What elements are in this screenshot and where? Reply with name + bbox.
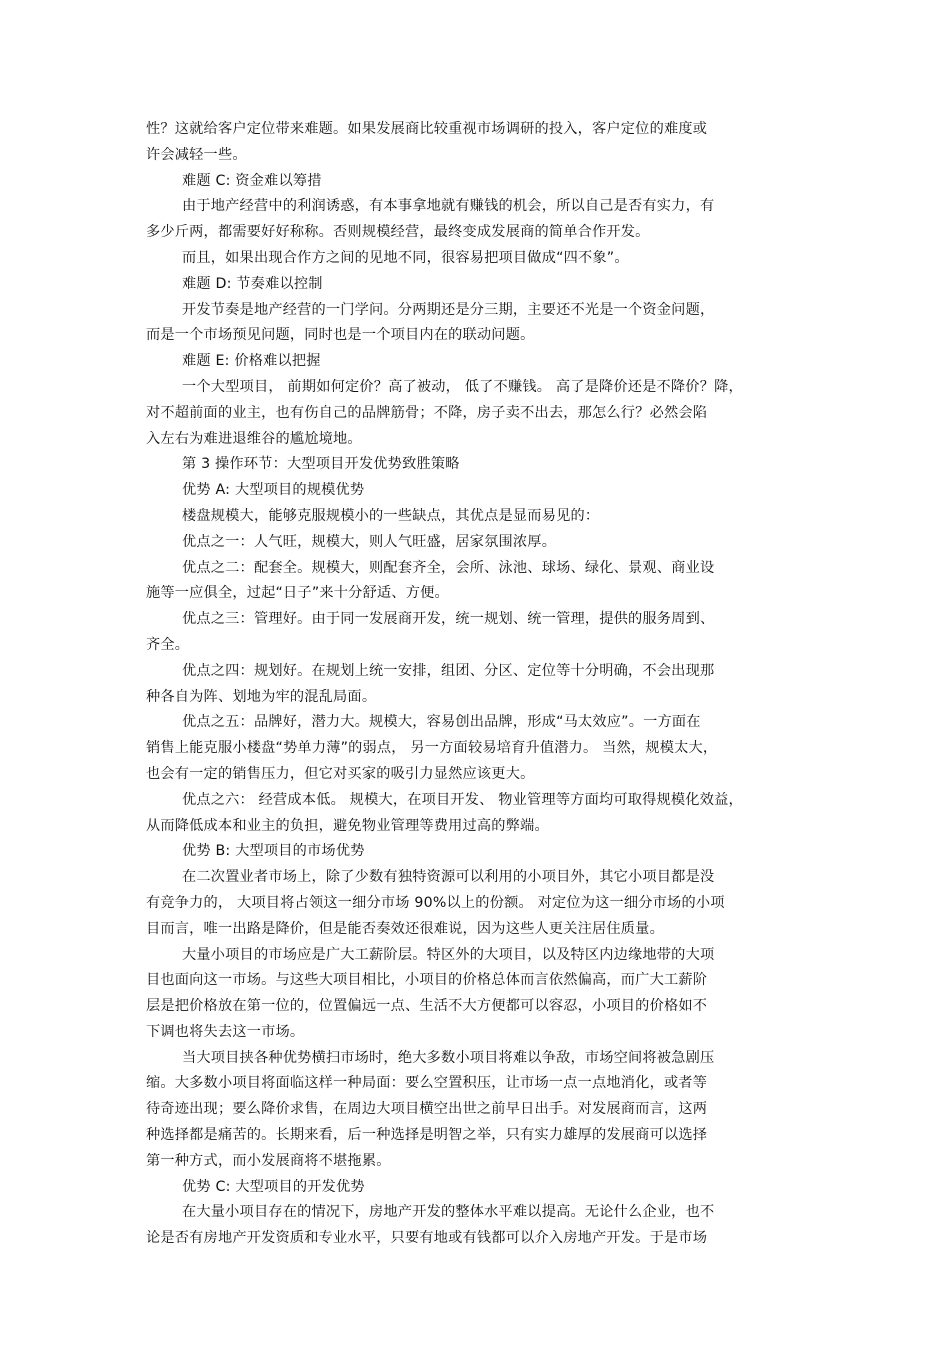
- text-line: 对不超前面的业主，也有伤自己的品牌筋骨；不降，房子卖不出去，那怎么行？必然会陷: [146, 404, 708, 421]
- text-line: 由于地产经营中的利润诱惑，有本事拿地就有赚钱的机会，所以自己是否有实力，有: [182, 198, 715, 215]
- text-line: 齐全。: [146, 636, 190, 653]
- text-line: 目也面向这一市场。与这些大项目相比，小项目的价格总体而言依然偏高，而广大工薪阶: [146, 972, 708, 989]
- text-line: 优势 C: 大型项目的开发优势: [182, 1178, 365, 1195]
- text-line: 入左右为难进退维谷的尴尬境地。: [146, 430, 362, 447]
- document-body: [146, 117, 836, 1252]
- text-line: 层是把价格放在第一位的，位置偏远一点、生活不大方便都可以容忍，小项目的价格如不: [146, 998, 708, 1015]
- text-line: 种各自为阵、划地为牢的混乱局面。: [146, 688, 377, 705]
- text-line: 种选择都是痛苦的。长期来看，后一种选择是明智之举，只有实力雄厚的发展商可以选择: [146, 1127, 708, 1144]
- text-line: 多少斤两，都需要好好称称。否则规模经营，最终变成发展商的简单合作开发。: [146, 224, 650, 241]
- text-line: 优势 B: 大型项目的市场优势: [182, 843, 365, 860]
- text-line: 在二次置业者市场上，除了少数有独特资源可以利用的小项目外，其它小项目都是没: [182, 869, 715, 886]
- text-line: 而是一个市场预见问题，同时也是一个项目内在的联动问题。: [146, 327, 535, 344]
- text-line: 而且，如果出现合作方之间的见地不同，很容易把项目做成“四不象”。: [182, 249, 629, 266]
- text-line: 在大量小项目存在的情况下，房地产开发的整体水平难以提高。无论什么企业，也不: [182, 1204, 715, 1221]
- text-line: 性？这就给客户定位带来难题。如果发展商比较重视市场调研的投入，客户定位的难度或: [146, 121, 708, 137]
- text-line: 优点之四：规划好。在规划上统一安排，组团、分区、定位等十分明确，不会出现那: [182, 662, 715, 679]
- text-line: 目而言，唯一出路是降价，但是能否奏效还很难说，因为这些人更关注居住质量。: [146, 920, 664, 937]
- text-line: 开发节奏是地产经营的一门学问。分两期还是分三期，主要还不光是一个资金问题，: [182, 301, 715, 318]
- text-line: 优点之三：管理好。由于同一发展商开发，统一规划、统一管理，提供的服务周到、: [182, 611, 715, 628]
- text-line: 从而降低成本和业主的负担，避免物业管理等费用过高的弊端。: [146, 817, 549, 834]
- text-line: 也会有一定的销售压力，但它对买家的吸引力显然应该更大。: [146, 765, 535, 782]
- text-line: 销售上能克服小楼盘“势单力薄”的弱点， 另一方面较易培育升值潜力。 当然，规模太大，: [146, 740, 718, 757]
- text-line: 有竞争力的， 大项目将占领这一细分市场 90%以上的份额。 对定位为这一细分市场的小项: [146, 894, 725, 911]
- text-line: 大量小项目的市场应是广大工薪阶层。特区外的大项目，以及特区内边缘地带的大项: [182, 946, 715, 963]
- text-line: 优点之一：人气旺，规模大，则人气旺盛，居家氛围浓厚。: [182, 533, 557, 550]
- text-line: 一个大型项目， 前期如何定价？高了被动， 低了不赚钱。 高了是降价还是不降价？降，: [182, 378, 743, 395]
- text-line: 施等一应俱全，过起“日子”来十分舒适、方便。: [146, 585, 449, 602]
- text-line: 优点之六： 经营成本低。 规模大，在项目开发、 物业管理等方面均可取得规模化效益，: [182, 791, 743, 808]
- text-line: 下调也将失去这一市场。: [146, 1023, 305, 1040]
- text-line: 论是否有房地产开发资质和专业水平，只要有地或有钱都可以介入房地产开发。于是市场: [146, 1230, 708, 1247]
- text-line: 难题 E: 价格难以把握: [182, 353, 321, 370]
- text-line: 难题 D: 节奏难以控制: [182, 275, 323, 292]
- text-line: 许会减轻一些。: [146, 146, 247, 163]
- text-line: 优点之二：配套全。规模大，则配套齐全，会所、泳池、球场、绿化、景观、商业设: [182, 559, 715, 576]
- text-line: 缩。大多数小项目将面临这样一种局面：要么空置积压，让市场一点一点地消化，或者等: [146, 1075, 708, 1092]
- text-line: 难题 C: 资金难以筹措: [182, 172, 322, 189]
- text-line: 楼盘规模大，能够克服规模小的一些缺点，其优点是显而易见的：: [182, 507, 600, 524]
- text-line: 第一种方式，而小发展商将不堪拖累。: [146, 1152, 391, 1169]
- text-line: 当大项目挟各种优势横扫市场时，绝大多数小项目将难以争敌，市场空间将被急剧压: [182, 1049, 715, 1066]
- text-line: 优势 A: 大型项目的规模优势: [182, 482, 365, 499]
- text-line: 第 3 操作环节：大型项目开发优势致胜策略: [182, 456, 460, 473]
- text-line: 待奇迹出现；要么降价求售，在周边大项目横空出世之前早日出手。对发展商而言，这两: [146, 1101, 708, 1118]
- text-line: 优点之五：品牌好，潜力大。规模大，容易创出品牌，形成“马太效应”。一方面在: [182, 714, 701, 731]
